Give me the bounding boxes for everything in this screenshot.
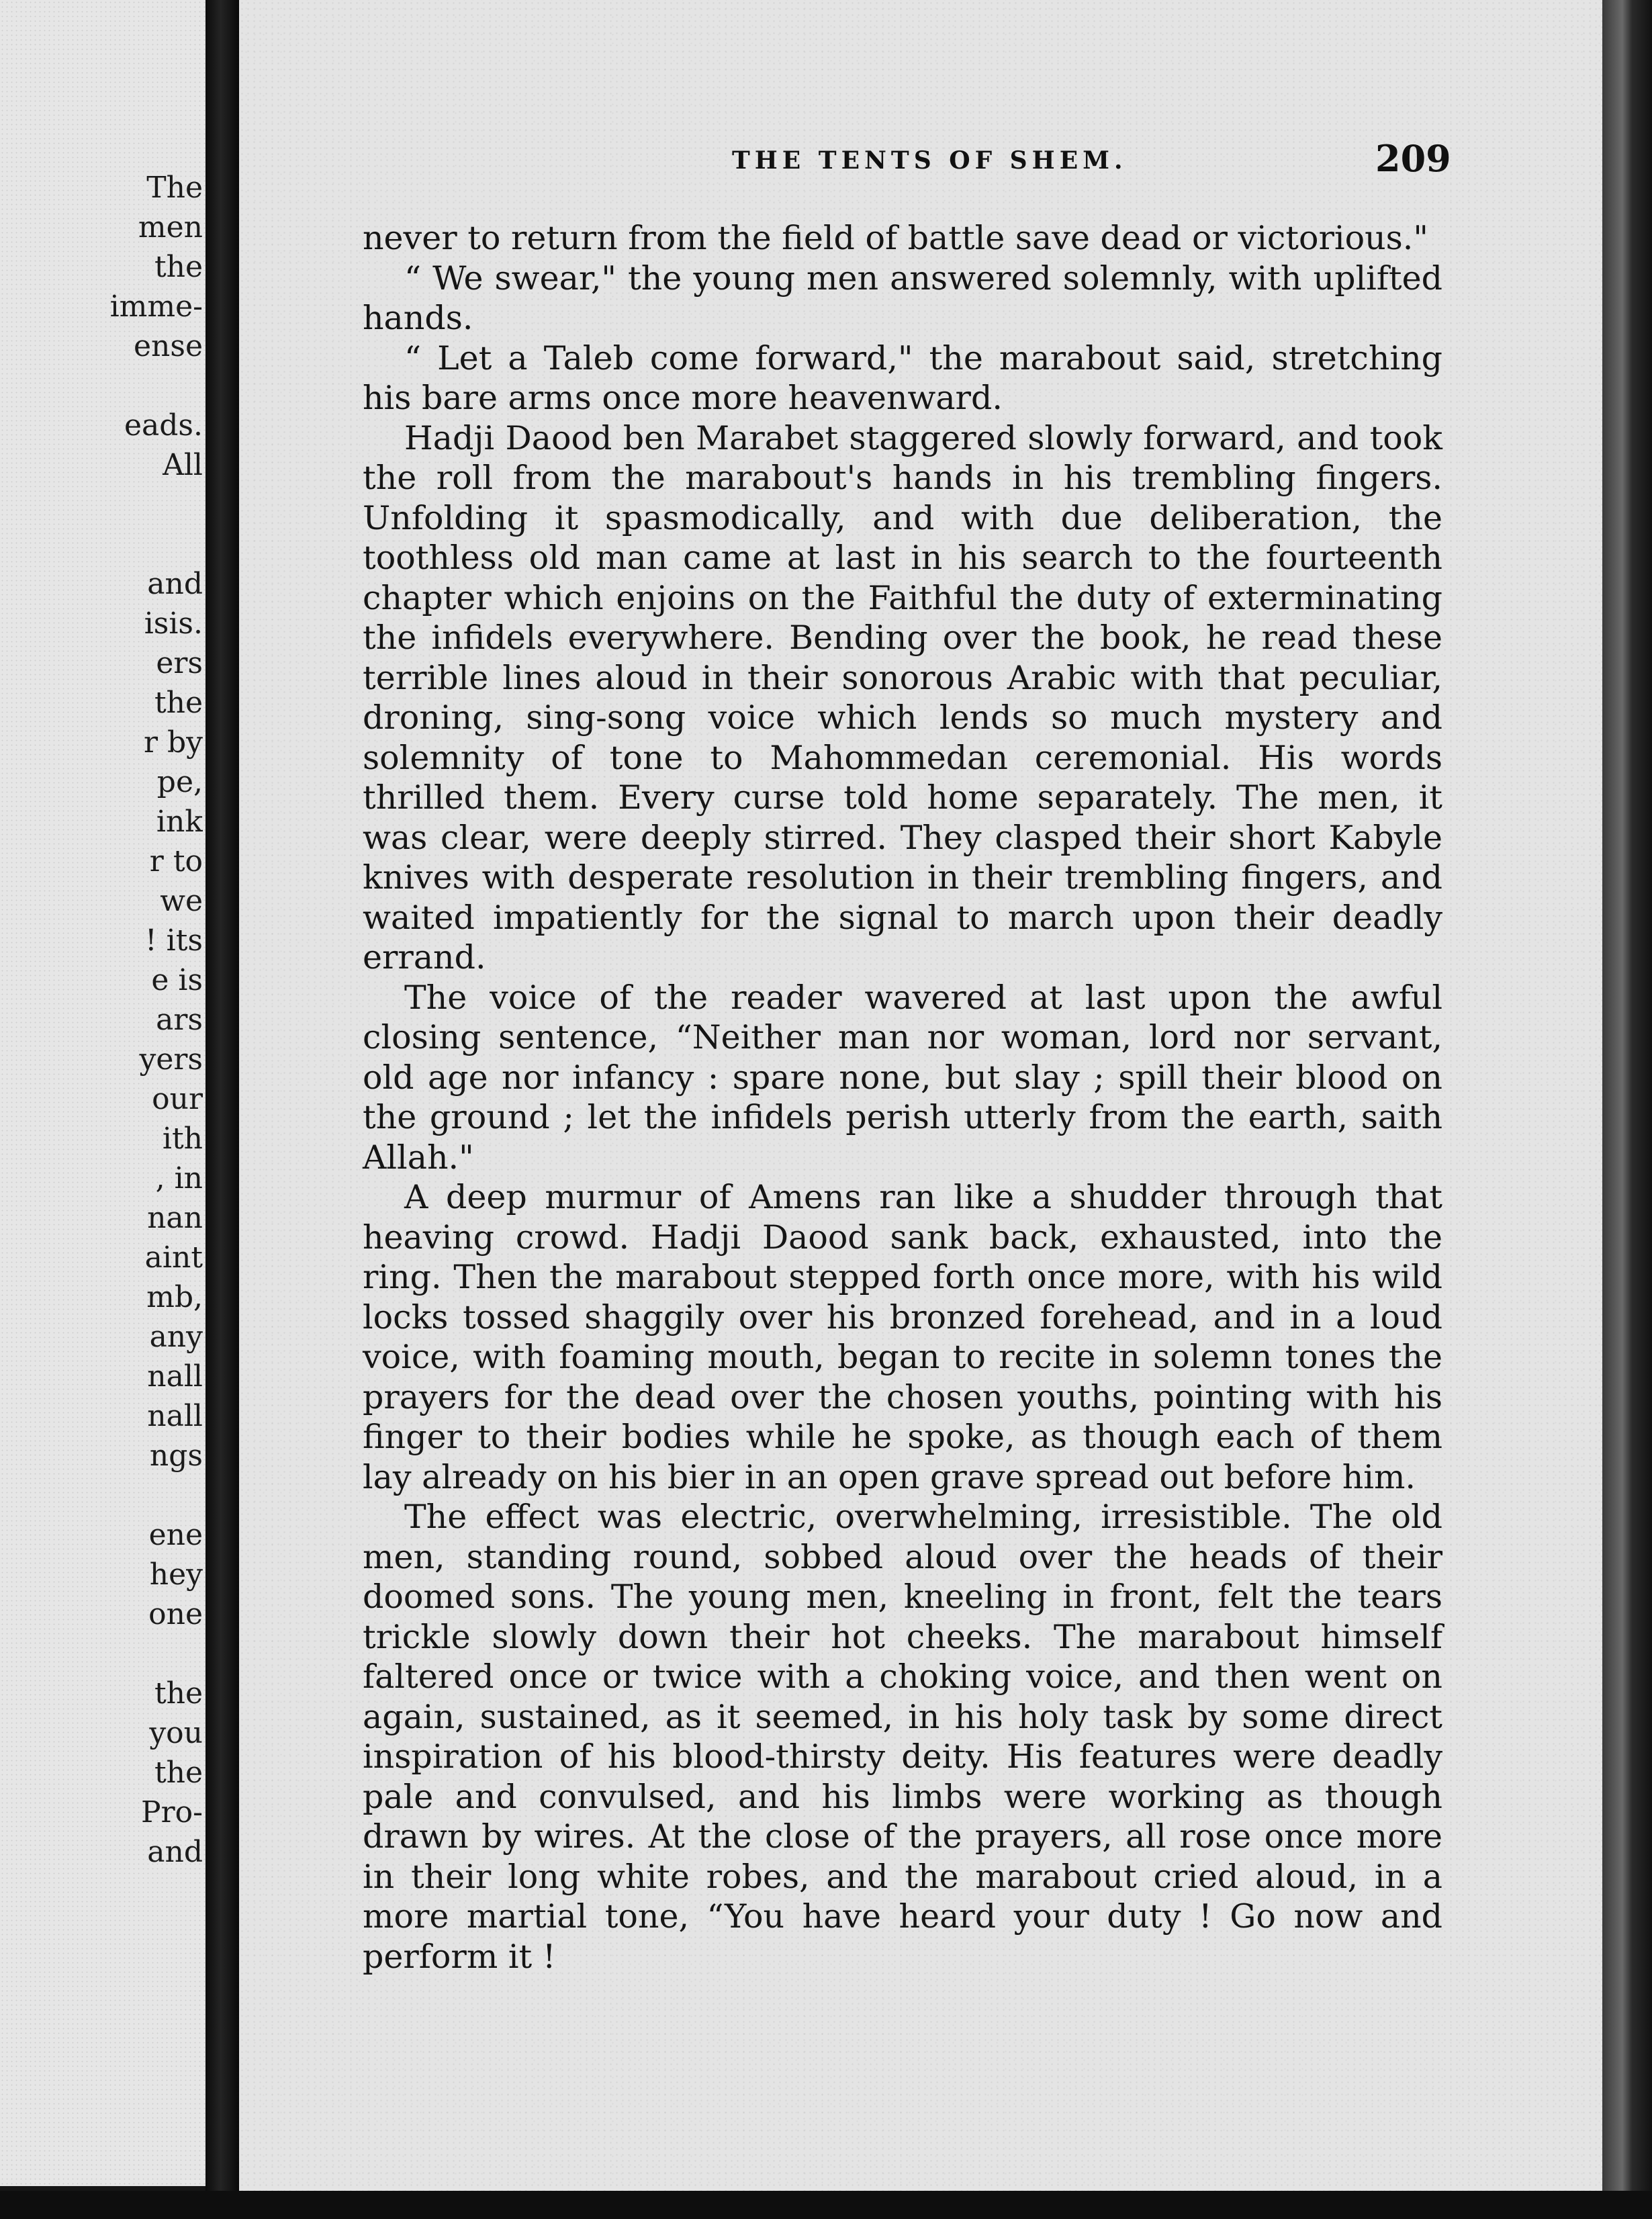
left-page — [0, 0, 205, 2186]
running-head: THE TENTS OF SHEM. — [732, 146, 1128, 175]
body-text — [363, 218, 1442, 1977]
page-edge-right — [1602, 0, 1652, 2219]
page-number: 209 — [1375, 137, 1451, 180]
page-edge-bottom — [0, 2191, 1652, 2219]
paragraph: “ We swear," the young men answered solemnly, with uplifted hands. — [363, 259, 1442, 337]
paragraph: “ Let a Taleb come forward," the marabout said, stretching his bare arms once more heavenward. — [363, 338, 1442, 417]
paragraph: Hadji Daood ben Marabet staggered slowly forward, and took the roll from the marabout's hands in his trembling fingers. Unfolding it spasmodically, and with due deliberation, the toothless old man came at last in his search to the fourteenth chapter which enjoins on the Faithful the duty of exterminating the infidels everywhere. Bending over the book, he read these terrible lines aloud in their sonorous Arabic with that peculiar, droning, sing-song voice which lends so much mystery and solemnity of tone to Mahommedan ceremonial. His words thrilled them. Every curse told home separately. The men, it was clear, were deeply stirred. They clasped their short Kabyle knives with desperate resolution in their trembling fingers, and waited impatiently for the signal to march upon their deadly errand. — [363, 418, 1442, 977]
book-gutter — [205, 0, 239, 2219]
paragraph: never to return from the field of battle save dead or victorious." — [363, 219, 1428, 257]
left-page-text-fragments: The men the imme- ense eads. All and isis. ers the r by pe, ink r to we ! its e is ars yers our ith , in nan aint mb, any nall nall ngs ene hey one the you the Pro- and — [109, 171, 203, 1869]
paragraph: A deep murmur of Amens ran like a shudder through that heaving crowd. Hadji Daood sank back, exhausted, into the ring. Then the marabout stepped forth once more, with his wild locks tossed shaggily over his bronzed forehead, and in a loud voice, with foaming mouth, began to recite in solemn tones the prayers for the dead over the chosen youths, pointing with his finger to their bodies while he spoke, as though each of them lay already on his bier in an open grave spread out before him. — [363, 1178, 1442, 1496]
paragraph: The effect was electric, overwhelming, irresistible. The old men, standing round, sobbed aloud over the heads of their doomed sons. The young men, kneeling in front, felt the tears trickle slowly down their hot cheeks. The marabout himself faltered once or twice with a choking voice, and then went on again, sustained, as it seemed, in his holy task by some direct inspiration of his blood-thirsty deity. His features were deadly pale and convulsed, and his limbs were working as though drawn by wires. At the close of the prayers, all rose once more in their long white robes, and the marabout cried aloud, in a more martial tone, “You have heard your duty ! Go now and perform it ! — [363, 1498, 1442, 1976]
paragraph: The voice of the reader wavered at last upon the awful closing sentence, “Neither man nor woman, lord nor servant, old age nor infancy : spare none, but slay ; spill their blood on the ground ; let the infidels perish utterly from the earth, saith Allah." — [363, 978, 1442, 1177]
